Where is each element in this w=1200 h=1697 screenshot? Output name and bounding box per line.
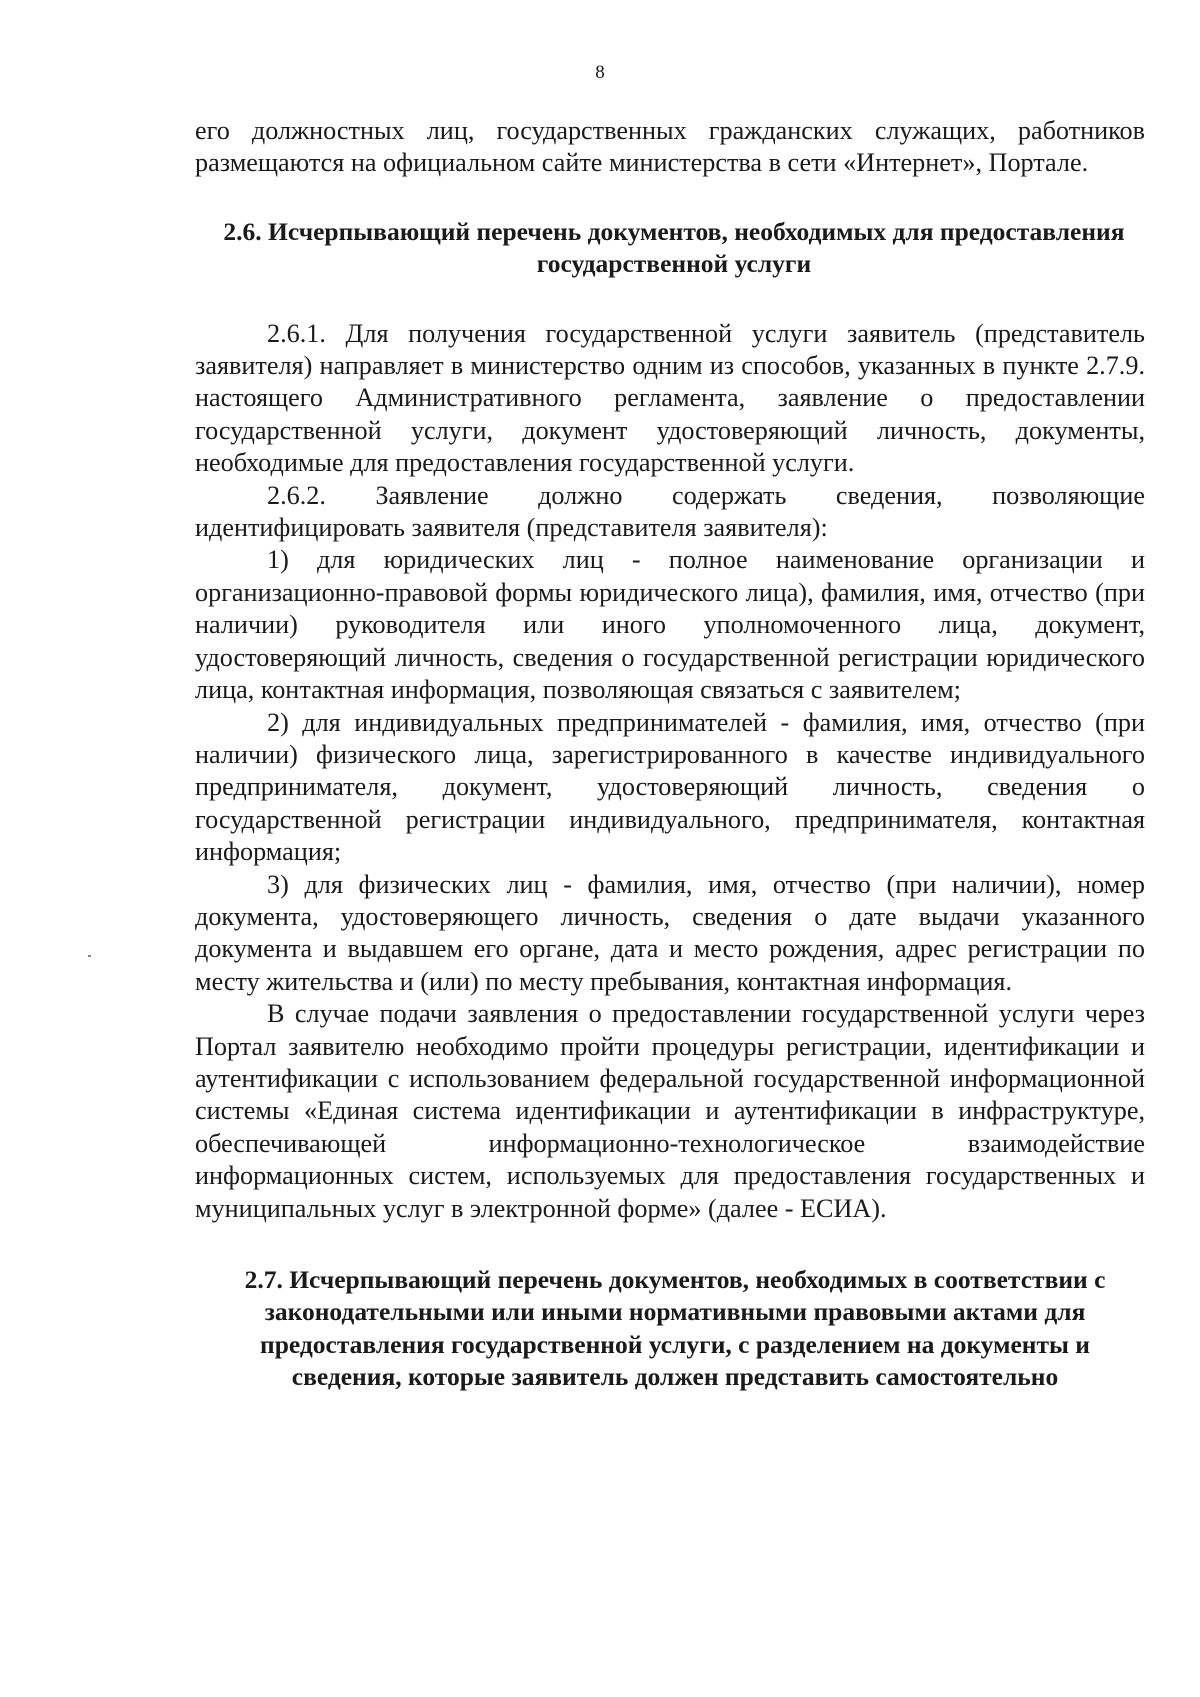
list-item-legal-entities: 1) для юридических лиц - полное наименование организации и организационно-правовой формы юридического лица), фамилия, имя, отчество (при наличии) руководителя или иного уполномоченного лица, документ, удостоверяющий личность, сведения о государственной регистрации юридического лица, контактная информация, позволяющая связаться с заявителем; (195, 545, 1145, 705)
list-item-individuals: 3) для физических лиц - фамилия, имя, отчество (при наличии), номер документа, удостоверяющего личность, сведения о дате выдачи указанного документа и выдавшем его органе, дата и место рождения, адрес регистрации по месту жительства и (или) по месту пребывания, контактная информация. (195, 869, 1145, 996)
list-item-entrepreneurs: 2) для индивидуальных предпринимателей - фамилия, имя, отчество (при наличии) физического лица, зарегистрированного в качестве индивидуального предпринимателя, документ, удостоверяющий личность, сведения о государственной регистрации индивидуального, предпринимателя, контактная информация; (195, 707, 1145, 867)
document-body (195, 115, 1145, 1394)
paragraph-2-6-1: 2.6.1. Для получения государственной услуги заявитель (представитель заявителя) направляет в министерство одним из способов, указанных в пункте 2.7.9. настоящего Административного регламента, заявление о предоставлении государственной услуги, документ удостоверяющий личность, документы, необходимые для предоставления государственной услуги. (195, 318, 1145, 478)
paragraph-portal-esia: В случае подачи заявления о предоставлении государственной услуги через Портал заявителю необходимо пройти процедуры регистрации, идентификации и аутентификации с использованием федеральной государственной информационной системы «Единая система идентификации и аутентификации в инфраструктуре, обеспечивающей информационно-технологическое взаимодействие информационных систем, используемых для предоставления государственных и муниципальных услуг в электронной форме» (далее - ЕСИА). (195, 999, 1145, 1223)
section-heading-2-7: 2.7. Исчерпывающий перечень документов, необходимых в соответствии с законодательными или иными нормативными правовыми актами для предоставления государственной услуги, с разделением на документы и сведения, которые заявитель должен представить самостоятельно (244, 1265, 1106, 1392)
intro-paragraph: его должностных лиц, государственных гражданских служащих, работников размещаются на официальном сайте министерства в сети «Интернет», Портале. (195, 116, 1145, 178)
paragraph-2-6-2: 2.6.2. Заявление должно содержать сведения, позволяющие идентифицировать заявителя (представителя заявителя): (195, 480, 1145, 543)
scan-speck (88, 955, 91, 957)
section-heading-2-6: 2.6. Исчерпывающий перечень документов, необходимых для предоставления государственной услуги (223, 216, 1125, 279)
page-number: 8 (595, 62, 605, 83)
